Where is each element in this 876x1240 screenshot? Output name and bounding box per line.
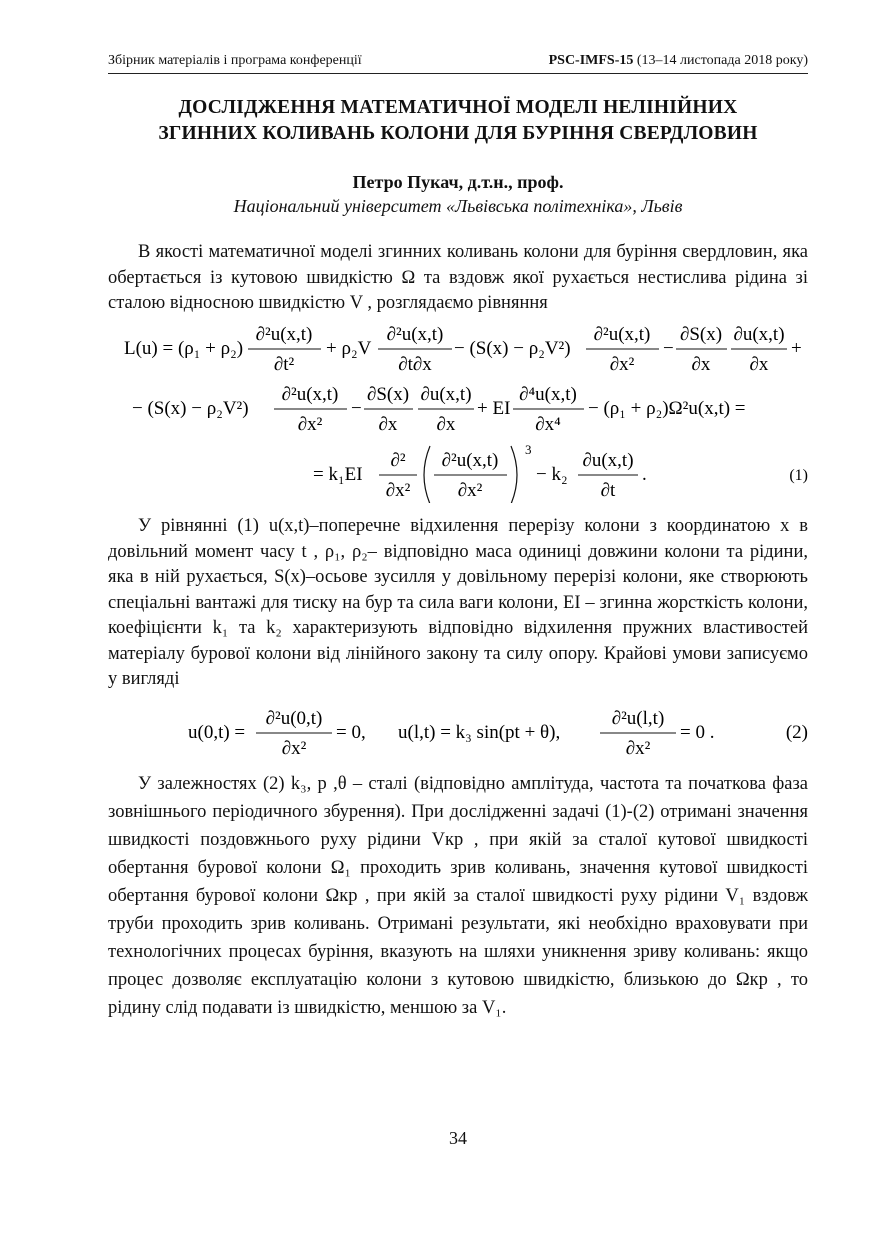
author: Петро Пукач, д.т.н., проф.	[352, 172, 564, 192]
header-conference-id	[549, 53, 808, 69]
eq1-row3-right-paren	[511, 446, 517, 503]
equation-2	[108, 706, 808, 766]
paragraph-notation	[108, 514, 808, 693]
eq1-row2-ei: + EI	[477, 398, 511, 419]
eq1-row1-frac5-num: ∂u(x,t)	[733, 324, 785, 345]
equation-1	[108, 318, 808, 503]
eq1-row2-frac4-num: ∂⁴u(x,t)	[519, 384, 577, 405]
eq1-row3-frac2-den: ∂x²	[457, 480, 483, 501]
eq1-row1-frac4-den: ∂x	[691, 354, 711, 375]
equation-1-graphic	[108, 318, 808, 503]
eq2-mid: u(l,t) = k₃ sin(pt + θ),	[398, 722, 561, 743]
eq1-row2-frac2-den: ∂x	[378, 414, 398, 435]
eq1-row3-frac1-den: ∂x²	[385, 480, 411, 501]
paragraph-notation-text: У рівнянні (1) u(x,t)–поперечне відхилення перерізу колони з координатою x в довільний момент часу t , ρ₁, ρ₂– відповідно маса одиниці довжини колони та рідини, яка в ній рухається, S(x)–осьове зусилля у довільному перерізі колони, яке створюють спеціальні вантажі для тиску на бур та сила ваги колони, EI – згинна жорсткість колони, коефіцієнти k₁ та k₂ характеризують відповідно відхилення пружних властивостей матеріалу бурової колони від лінійного закону та силу опору. Крайові умови записуємо у вигляді	[108, 516, 808, 689]
eq1-row3-k2: − k₂	[536, 464, 568, 485]
eq1-row2-end: − (ρ₁ + ρ₂)Ω²u(x,t) =	[588, 398, 746, 419]
equation-2-graphic	[108, 706, 808, 766]
paragraph-results	[108, 770, 808, 1022]
eq1-row1-frac1-den: ∂t²	[273, 354, 295, 375]
eq1-row1-frac2-num: ∂²u(x,t)	[386, 324, 444, 345]
eq1-row2-frac1-num: ∂²u(x,t)	[281, 384, 339, 405]
eq1-row2-frac1-den: ∂x²	[297, 414, 323, 435]
paper-title-line-2: ЗГИННИХ КОЛИВАНЬ КОЛОНИ ДЛЯ БУРІННЯ СВЕРДЛОВИН	[158, 123, 758, 144]
eq1-row1-end: +	[791, 338, 802, 359]
eq1-row3-left-paren	[424, 446, 430, 503]
eq1-row3-end: .	[642, 464, 647, 485]
paper-title-line-1: ДОСЛІДЖЕННЯ МАТЕМАТИЧНОЇ МОДЕЛІ НЕЛІНІЙНИХ	[178, 97, 738, 118]
eq2-frac2-num: ∂²u(l,t)	[611, 708, 665, 729]
eq1-row2-frac4-den: ∂x⁴	[535, 414, 561, 435]
eq2-frac1-den: ∂x²	[281, 738, 307, 759]
header-conference-dates: (13–14 листопада 2018 року)	[633, 53, 808, 68]
eq1-row2-frac2-num: ∂S(x)	[366, 384, 410, 405]
eq1-row1-frac4-num: ∂S(x)	[679, 324, 723, 345]
eq1-row1-lhs: L(u) = (ρ₁ + ρ₂)	[124, 338, 244, 359]
paragraph-intro-text: В якості математичної моделі згинних коливань колони для буріння свердловин, яка обертається із кутовою швидкістю Ω та вздовж якої рухається нестислива рідина зі сталою відносною швидкістю V , розглядаємо рівняння	[108, 242, 808, 313]
header-conference-code: PSC-IMFS-15	[548, 53, 634, 68]
eq1-row1-mid: + ρ₂V	[326, 338, 372, 359]
eq1-row3-start: = k₁EI	[313, 464, 363, 485]
eq2-frac1-num: ∂²u(0,t)	[265, 708, 323, 729]
eq1-row3-power: 3	[525, 442, 532, 457]
eq1-row2-frac3-num: ∂u(x,t)	[420, 384, 472, 405]
header-conference-collection: Збірник матеріалів і програма конференції	[108, 53, 362, 68]
equation-2-number: (2)	[785, 722, 808, 743]
eq1-row2-frac3-den: ∂x	[436, 414, 456, 435]
eq1-row3-frac3-num: ∂u(x,t)	[582, 450, 634, 471]
running-header	[108, 53, 808, 74]
eq2-lhs1: u(0,t) =	[188, 722, 246, 743]
eq1-row2-minus: −	[351, 398, 362, 419]
eq1-row1-frac1-num: ∂²u(x,t)	[255, 324, 313, 345]
eq1-row1-frac5-den: ∂x	[749, 354, 769, 375]
eq2-frac2-den: ∂x²	[625, 738, 651, 759]
eq1-row3-frac1-num: ∂²	[390, 450, 406, 471]
eq2-after1: = 0,	[336, 722, 366, 743]
eq1-row3-frac2-num: ∂²u(x,t)	[441, 450, 499, 471]
eq1-row3-frac3-den: ∂t	[600, 480, 616, 501]
paragraph-intro	[108, 240, 808, 317]
paragraph-results-text: У залежностях (2) k₃, p ,θ – сталі (відповідно амплітуда, частота та початкова фаза зовнішнього періодичного збурення). При дослідженні задачі (1)-(2) отримані значення швидкості поздовжнього руху рідини Vкр , при якій за сталої кутової швидкості обертання бурової колони Ω₁ проходить зрив коливань, значення кутової швидкості обертання бурової колони Ωкр , при якій за сталої швидкості руху рідини V₁ вздовж труби проходить зрив коливань. Отримані результати, які необхідно враховувати при технологічних процесах буріння, вказують на шляхи уникнення зриву коливань: якщо процес дозволяє експлуатацію колони з кутовою швидкістю, близькою до Ωкр , то рідину слід подавати із швидкістю, меншою за V₁.	[108, 774, 808, 1018]
eq2-after2: = 0 .	[680, 722, 715, 743]
eq1-row1-minus: −	[663, 338, 674, 359]
page-number: 34	[449, 1128, 467, 1148]
eq1-row1-frac2-den: ∂t∂x	[398, 354, 432, 375]
equation-1-number: (1)	[789, 467, 808, 484]
eq1-row1-frac3-num: ∂²u(x,t)	[593, 324, 651, 345]
paper-title	[108, 95, 808, 147]
eq1-row1-frac3-den: ∂x²	[609, 354, 635, 375]
eq1-row2-start: − (S(x) − ρ₂V²)	[132, 398, 249, 419]
eq1-row1-mid2: − (S(x) − ρ₂V²)	[454, 338, 571, 359]
affiliation: Національний університет «Львівська політехніка», Львів	[233, 196, 683, 216]
